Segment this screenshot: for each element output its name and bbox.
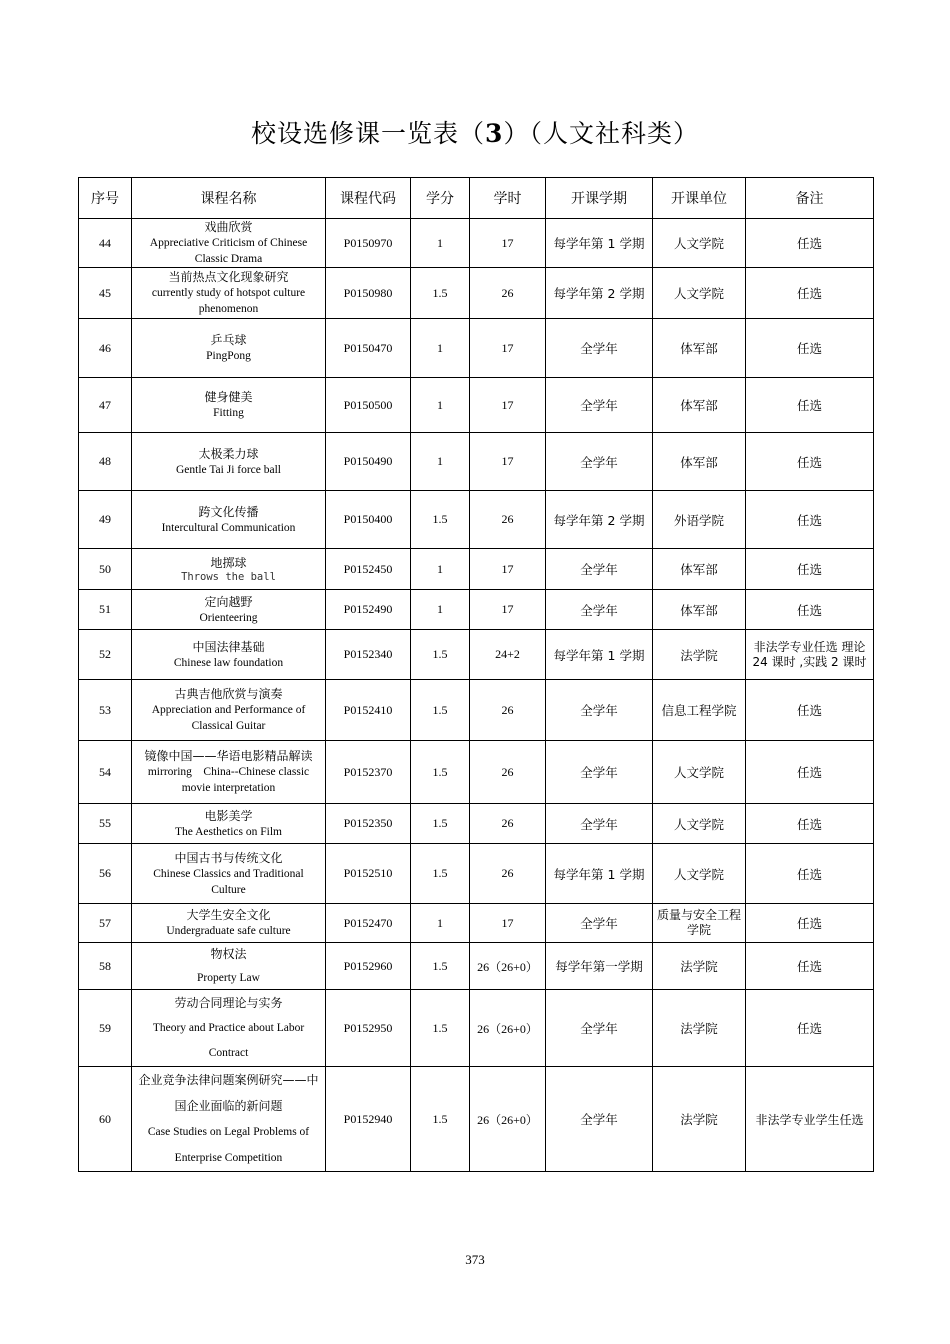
course-name-cell: [132, 491, 326, 549]
course-name-en: Chinese law foundation: [173, 656, 284, 669]
unit: 人文学院: [653, 219, 746, 268]
table-row: [79, 378, 874, 433]
term: 全学年: [546, 319, 653, 378]
term: 全学年: [546, 590, 653, 630]
course-name-cn: 当前热点文化现象研究: [168, 270, 289, 284]
course-name-cn: 企业竞争法律问题案例研究——中国企业面临的新问题: [138, 1073, 319, 1113]
course-name-cn: 中国法律基础: [192, 639, 265, 654]
hours: 26（26+0）: [470, 990, 546, 1067]
hours: 26: [470, 680, 546, 741]
course-name-cn: 物权法: [210, 947, 247, 961]
course-name-en: Chinese Classics and Traditional Culture: [153, 867, 304, 896]
course-name-cell: [132, 804, 326, 844]
hours: 26: [470, 491, 546, 549]
term: 每学年第 1 学期: [546, 219, 653, 268]
unit: 体军部: [653, 319, 746, 378]
credit: 1: [411, 904, 470, 943]
hours: 26: [470, 804, 546, 844]
header-no: 序号: [79, 178, 132, 219]
course-name-en: Orienteering: [199, 611, 258, 624]
table-row: [79, 491, 874, 549]
row-no: 50: [79, 549, 132, 590]
row-no: 59: [79, 990, 132, 1067]
unit: 人文学院: [653, 844, 746, 904]
credit: 1: [411, 378, 470, 433]
table-row: [79, 319, 874, 378]
row-no: 44: [79, 219, 132, 268]
course-name-cell: [132, 590, 326, 630]
course-name-cn: 劳动合同理论与实务: [174, 996, 283, 1010]
unit: 体军部: [653, 378, 746, 433]
table-row: [79, 219, 874, 268]
page-title: [0, 114, 950, 150]
hours: 17: [470, 378, 546, 433]
course-code: P0150490: [326, 433, 411, 491]
course-name-cell: [132, 844, 326, 904]
note: 任选: [746, 943, 874, 990]
hours: 26（26+0）: [470, 1067, 546, 1172]
hours: 17: [470, 904, 546, 943]
course-table: [78, 177, 874, 1172]
course-name-en: Gentle Tai Ji force ball: [176, 463, 281, 476]
unit: 体军部: [653, 433, 746, 491]
table-row: [79, 590, 874, 630]
credit: 1.5: [411, 990, 470, 1067]
course-code: P0152490: [326, 590, 411, 630]
term: 每学年第 1 学期: [546, 630, 653, 680]
course-name-cn: 定向越野: [204, 594, 253, 609]
course-name-cn: 乒乓球: [210, 333, 247, 347]
term: 全学年: [546, 378, 653, 433]
unit: 信息工程学院: [653, 680, 746, 741]
course-name-en: Appreciation and Performance of Classical Guitar: [151, 704, 306, 732]
course-name-en: Property Law: [197, 972, 260, 984]
course-name-cn: 健身健美: [204, 390, 253, 404]
course-name-cell: [132, 1067, 326, 1172]
course-name-cell: [132, 990, 326, 1067]
course-code: P0152940: [326, 1067, 411, 1172]
term: 全学年: [546, 904, 653, 943]
term: 全学年: [546, 990, 653, 1067]
table-row: [79, 549, 874, 590]
course-name-cn: 大学生安全文化: [186, 908, 271, 922]
table-header-row: [79, 178, 874, 219]
note: 任选: [746, 491, 874, 549]
header-course-name: 课程名称: [132, 178, 326, 219]
note: 任选: [746, 433, 874, 491]
course-name-cell: [132, 943, 326, 990]
credit: 1: [411, 549, 470, 590]
course-name-en: Throws the ball: [181, 571, 276, 583]
term: 每学年第 2 学期: [546, 268, 653, 319]
course-code: P0152510: [326, 844, 411, 904]
term: 全学年: [546, 680, 653, 741]
header-hours: 学时: [470, 178, 546, 219]
course-code: P0152470: [326, 904, 411, 943]
hours: 26（26+0）: [470, 943, 546, 990]
course-name-cell: [132, 630, 326, 680]
unit: 法学院: [653, 1067, 746, 1172]
row-no: 56: [79, 844, 132, 904]
hours: 17: [470, 590, 546, 630]
term: 全学年: [546, 1067, 653, 1172]
course-code: P0152350: [326, 804, 411, 844]
title-text: 校设选修课一览表（: [251, 119, 486, 148]
table-row: [79, 844, 874, 904]
course-name-en: Appreciative Criticism of Chinese Classic Drama: [149, 237, 308, 265]
row-no: 53: [79, 680, 132, 741]
course-name-en: currently study of hotspot culture phenomenon: [151, 287, 306, 315]
course-code: P0152450: [326, 549, 411, 590]
row-no: 57: [79, 904, 132, 943]
course-name-cn: 中国古书与传统文化: [174, 850, 283, 865]
course-name-cell: [132, 904, 326, 943]
course-name-en: Case Studies on Legal Problems of Enterprise Competition: [147, 1126, 310, 1164]
row-no: 58: [79, 943, 132, 990]
table-row: [79, 804, 874, 844]
course-name-en: Theory and Practice about Labor Contract: [152, 1022, 305, 1059]
course-name-cn: 跨文化传播: [198, 504, 259, 519]
table-row: [79, 1067, 874, 1172]
row-no: 47: [79, 378, 132, 433]
term: 每学年第一学期: [546, 943, 653, 990]
course-name-cell: [132, 268, 326, 319]
term: 全学年: [546, 741, 653, 804]
row-no: 45: [79, 268, 132, 319]
course-name-en: Intercultural Communication: [161, 521, 296, 534]
credit: 1.5: [411, 268, 470, 319]
row-no: 55: [79, 804, 132, 844]
page-number: 373: [465, 1252, 485, 1267]
header-course-code: 课程代码: [326, 178, 411, 219]
term: 全学年: [546, 549, 653, 590]
hours: 17: [470, 319, 546, 378]
credit: 1.5: [411, 1067, 470, 1172]
unit: 体军部: [653, 590, 746, 630]
course-code: P0150470: [326, 319, 411, 378]
course-name-cell: [132, 433, 326, 491]
note: 任选: [746, 590, 874, 630]
term: 全学年: [546, 433, 653, 491]
title-number: 3: [485, 119, 504, 148]
credit: 1.5: [411, 630, 470, 680]
course-name-cell: [132, 219, 326, 268]
header-term: 开课学期: [546, 178, 653, 219]
note: 任选: [746, 378, 874, 433]
course-name-cn: 地掷球: [210, 556, 247, 570]
credit: 1: [411, 319, 470, 378]
table-row: [79, 630, 874, 680]
course-name-en: PingPong: [206, 350, 251, 362]
unit: 质量与安全工程学院: [653, 904, 746, 943]
course-name-cn: 古典吉他欣赏与演奏: [174, 687, 283, 701]
credit: 1.5: [411, 844, 470, 904]
hours: 24+2: [470, 630, 546, 680]
course-name-cn: 太极柔力球: [198, 446, 259, 461]
table-row: [79, 741, 874, 804]
course-code: P0152410: [326, 680, 411, 741]
unit: 人文学院: [653, 268, 746, 319]
table-row: [79, 904, 874, 943]
note: 任选: [746, 844, 874, 904]
unit: 外语学院: [653, 491, 746, 549]
table-row: [79, 990, 874, 1067]
term: 每学年第 1 学期: [546, 844, 653, 904]
credit: 1: [411, 219, 470, 268]
term: 每学年第 2 学期: [546, 491, 653, 549]
course-code: P0150980: [326, 268, 411, 319]
note: 任选: [746, 219, 874, 268]
course-code: P0152370: [326, 741, 411, 804]
row-no: 54: [79, 741, 132, 804]
note: 非法学专业任选 理论 24 课时 ,实践 2 课时: [746, 630, 874, 680]
course-code: P0150400: [326, 491, 411, 549]
unit: 法学院: [653, 630, 746, 680]
row-no: 48: [79, 433, 132, 491]
note: 任选: [746, 741, 874, 804]
course-name-cell: [132, 680, 326, 741]
table-row: [79, 433, 874, 491]
row-no: 51: [79, 590, 132, 630]
credit: 1.5: [411, 741, 470, 804]
course-code: P0150500: [326, 378, 411, 433]
course-name-cn: 镜像中国——华语电影精品解读: [144, 749, 313, 763]
credit: 1.5: [411, 491, 470, 549]
course-name-cell: [132, 378, 326, 433]
note: 任选: [746, 268, 874, 319]
course-name-en: mirroring China--Chinese classic movie interpretation: [147, 766, 313, 794]
note: 任选: [746, 319, 874, 378]
course-code: P0152340: [326, 630, 411, 680]
header-note: 备注: [746, 178, 874, 219]
hours: 17: [470, 549, 546, 590]
table-row: [79, 268, 874, 319]
row-no: 46: [79, 319, 132, 378]
unit: 人文学院: [653, 804, 746, 844]
unit: 法学院: [653, 943, 746, 990]
course-name-cn: 戏曲欣赏: [204, 220, 253, 234]
course-name-cell: [132, 549, 326, 590]
course-name-en: Fitting: [213, 407, 244, 419]
note: 非法学专业学生任选: [746, 1067, 874, 1172]
note: 任选: [746, 680, 874, 741]
note: 任选: [746, 549, 874, 590]
course-name-cell: [132, 319, 326, 378]
row-no: 52: [79, 630, 132, 680]
course-code: P0152950: [326, 990, 411, 1067]
hours: 26: [470, 844, 546, 904]
credit: 1.5: [411, 804, 470, 844]
hours: 17: [470, 433, 546, 491]
hours: 17: [470, 219, 546, 268]
note: 任选: [746, 804, 874, 844]
table-row: [79, 943, 874, 990]
credit: 1: [411, 590, 470, 630]
row-no: 49: [79, 491, 132, 549]
course-code: P0150970: [326, 219, 411, 268]
title-suffix: ）（人文社科类）: [503, 119, 699, 148]
row-no: 60: [79, 1067, 132, 1172]
unit: 法学院: [653, 990, 746, 1067]
unit: 人文学院: [653, 741, 746, 804]
hours: 26: [470, 741, 546, 804]
credit: 1: [411, 433, 470, 491]
course-name-en: Undergraduate safe culture: [166, 925, 291, 937]
term: 全学年: [546, 804, 653, 844]
credit: 1.5: [411, 680, 470, 741]
header-unit: 开课单位: [653, 178, 746, 219]
course-name-cn: 电影美学: [204, 808, 253, 823]
header-credit: 学分: [411, 178, 470, 219]
hours: 26: [470, 268, 546, 319]
course-name-cell: [132, 741, 326, 804]
note: 任选: [746, 990, 874, 1067]
course-name-en: The Aesthetics on Film: [174, 825, 282, 838]
unit: 体军部: [653, 549, 746, 590]
credit: 1.5: [411, 943, 470, 990]
course-code: P0152960: [326, 943, 411, 990]
note: 任选: [746, 904, 874, 943]
table-row: [79, 680, 874, 741]
